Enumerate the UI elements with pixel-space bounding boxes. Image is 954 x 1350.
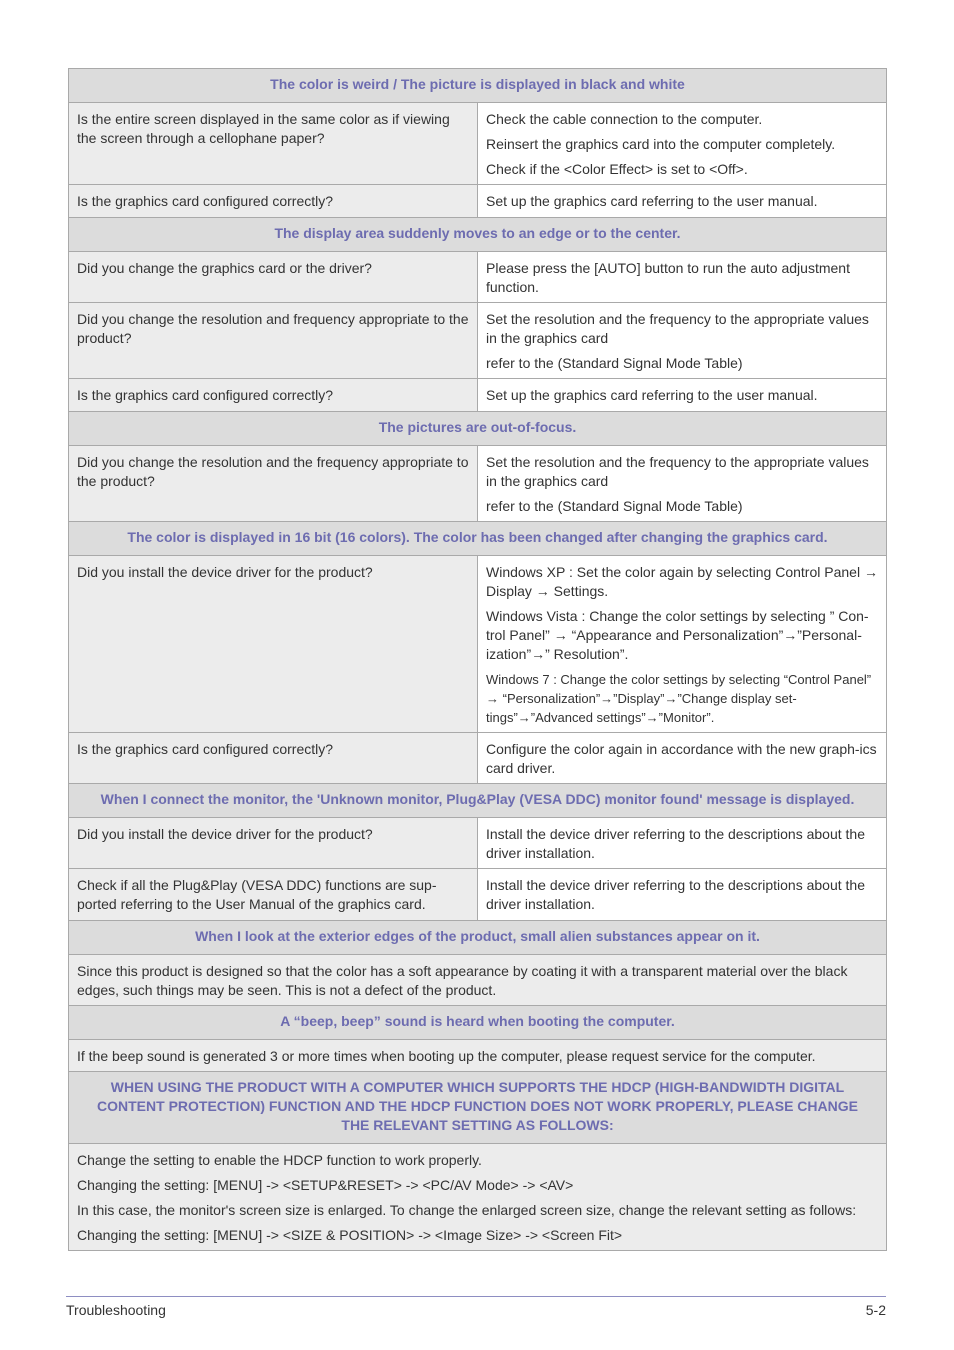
section-header-row — [69, 69, 887, 103]
solution-text: Check if the <Color Effect> is set to <Off>. — [486, 161, 748, 177]
table-row — [69, 818, 887, 869]
explanation-cell — [69, 1144, 887, 1251]
explanation-cell — [69, 1040, 887, 1072]
table-row — [69, 252, 887, 303]
table-row — [69, 446, 887, 522]
solution-text: refer to the (Standard Signal Mode Table) — [486, 498, 743, 514]
table-row — [69, 1040, 887, 1072]
section-header-row — [69, 921, 887, 955]
solution-text: Set up the graphics card referring to the user manual. — [486, 387, 818, 403]
explanation-text: Since this product is designed so that the color has a soft appearance by coating it with a transparent material over the black edges, such things may be seen. This is not a defect of the product. — [77, 963, 848, 998]
table-row — [69, 955, 887, 1006]
symptom-question: Did you change the graphics card or the driver? — [69, 252, 478, 303]
section-header-row — [69, 1006, 887, 1040]
solution-cell — [478, 252, 887, 303]
section-header-row — [69, 412, 887, 446]
solution-cell — [478, 303, 887, 379]
symptom-question: Is the graphics card configured correctly? — [69, 185, 478, 218]
explanation-text: Change the setting to enable the HDCP function to work properly. — [77, 1152, 482, 1168]
section-header-row — [69, 522, 887, 556]
explanation-text: If the beep sound is generated 3 or more times when booting up the computer, please request service for the computer. — [77, 1048, 816, 1064]
explanation-text: Changing the setting: [MENU] -> <SETUP&RESET> -> <PC/AV Mode> -> <AV> — [77, 1177, 574, 1193]
section-header: The pictures are out-of-focus. — [69, 412, 887, 446]
solution-text: Install the device driver referring to the descriptions about the driver installation. — [486, 826, 865, 861]
section-header: A “beep, beep” sound is heard when booting the computer. — [69, 1006, 887, 1040]
table-row — [69, 869, 887, 921]
symptom-question: Is the graphics card configured correctly? — [69, 379, 478, 412]
section-header: WHEN USING THE PRODUCT WITH A COMPUTER WHICH SUPPORTS THE HDCP (HIGH-BANDWIDTH DIGITAL CONTENT PROTECTION) FUNCTION AND THE HDCP FUNCTION DOES NOT WORK PROPERLY, PLEASE CHANGE THE RELEVANT SETTING AS FOLLOWS: — [69, 1072, 887, 1144]
table-row — [69, 303, 887, 379]
solution-cell — [478, 556, 887, 733]
section-header: The color is weird / The picture is displayed in black and white — [69, 69, 887, 103]
table-row — [69, 1144, 887, 1251]
section-header-row — [69, 784, 887, 818]
solution-text: Windows 7 : Change the color settings by selecting “Control Panel” → “Personalization”→”Display”→”Change display set-tings”→”Advanced settings”→”Monitor”. — [486, 672, 872, 725]
solution-text: Set the resolution and the frequency to the appropriate values in the graphics card — [486, 311, 869, 346]
troubleshooting-content — [68, 68, 886, 1251]
solution-cell — [478, 869, 887, 921]
explanation-text: In this case, the monitor's screen size is enlarged. To change the enlarged screen size, change the relevant setting as follows: — [77, 1202, 857, 1218]
explanation-cell — [69, 955, 887, 1006]
section-header: The color is displayed in 16 bit (16 colors). The color has been changed after changing the graphics card. — [69, 522, 887, 556]
section-header: When I connect the monitor, the 'Unknown monitor, Plug&Play (VESA DDC) monitor found' message is displayed. — [69, 784, 887, 818]
solution-cell — [478, 379, 887, 412]
solution-text: Windows XP : Set the color again by selecting Control Panel → Display → Settings. — [486, 564, 878, 599]
troubleshooting-table-body — [69, 69, 887, 1251]
solution-text: Set the resolution and the frequency to the appropriate values in the graphics card — [486, 454, 869, 489]
table-row — [69, 556, 887, 733]
symptom-question: Did you change the resolution and the frequency appropriate to the product? — [69, 446, 478, 522]
section-header-row — [69, 1072, 887, 1144]
table-row — [69, 103, 887, 185]
solution-cell — [478, 446, 887, 522]
table-row — [69, 733, 887, 784]
symptom-question: Is the graphics card configured correctly? — [69, 733, 478, 784]
symptom-question: Did you install the device driver for the product? — [69, 556, 478, 733]
solution-text: Set up the graphics card referring to the user manual. — [486, 193, 818, 209]
page-footer — [66, 1296, 886, 1318]
solution-cell — [478, 733, 887, 784]
symptom-question: Is the entire screen displayed in the same color as if viewing the screen through a cellophane paper? — [69, 103, 478, 185]
solution-text: Install the device driver referring to the descriptions about the driver installation. — [486, 877, 865, 912]
solution-text: Reinsert the graphics card into the computer completely. — [486, 136, 836, 152]
footer-page-number: 5-2 — [865, 1302, 886, 1318]
solution-text: Please press the [AUTO] button to run the auto adjustment function. — [486, 260, 850, 295]
section-header-row — [69, 218, 887, 252]
footer-section-name: Troubleshooting — [66, 1302, 166, 1318]
solution-cell — [478, 818, 887, 869]
symptom-question: Did you install the device driver for the product? — [69, 818, 478, 869]
symptom-question: Did you change the resolution and frequency appropriate to the product? — [69, 303, 478, 379]
solution-text: Windows Vista : Change the color settings by selecting ” Con-trol Panel” → “Appearance and Personalization”→”Personal-ization”→” Resolution”. — [486, 608, 869, 662]
solution-text: refer to the (Standard Signal Mode Table) — [486, 355, 743, 371]
symptom-question: Check if all the Plug&Play (VESA DDC) functions are sup-ported referring to the User Manual of the graphics card. — [69, 869, 478, 921]
solution-cell — [478, 185, 887, 218]
section-header: The display area suddenly moves to an edge or to the center. — [69, 218, 887, 252]
explanation-text: Changing the setting: [MENU] -> <SIZE & POSITION> -> <Image Size> -> <Screen Fit> — [77, 1227, 623, 1243]
troubleshooting-table — [68, 68, 887, 1251]
solution-text: Check the cable connection to the computer. — [486, 111, 763, 127]
solution-text: Configure the color again in accordance with the new graph-ics card driver. — [486, 741, 877, 776]
table-row — [69, 379, 887, 412]
solution-cell — [478, 103, 887, 185]
table-row — [69, 185, 887, 218]
section-header: When I look at the exterior edges of the product, small alien substances appear on it. — [69, 921, 887, 955]
